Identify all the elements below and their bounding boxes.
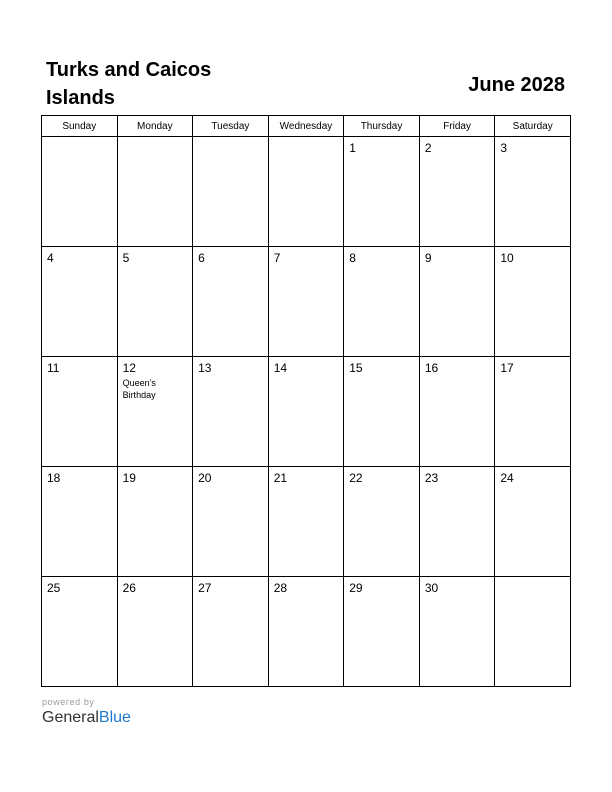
day-cell [117, 467, 193, 577]
day-cell [268, 467, 344, 577]
date-number: 8 [349, 251, 356, 265]
powered-by-text: powered by [42, 697, 95, 707]
date-number: 21 [273, 471, 288, 485]
date-number: 17 [500, 361, 514, 375]
week-row [42, 467, 571, 577]
day-cell [344, 357, 420, 467]
weekday-tuesday: Tuesday [193, 116, 269, 137]
week-row [42, 137, 571, 247]
day-cell [193, 137, 269, 247]
day-cell [268, 247, 344, 357]
day-cell [42, 137, 118, 247]
date-number: 6 [198, 251, 205, 265]
calendar-grid [41, 115, 571, 687]
weekday-monday: Monday [117, 116, 193, 137]
logo-general-text: General [42, 709, 99, 726]
day-cell [268, 137, 344, 247]
date-number: 28 [273, 581, 288, 595]
date-number: 4 [47, 251, 54, 265]
date-number: 24 [500, 471, 514, 485]
date-number: 18 [47, 471, 61, 485]
date-number: 29 [349, 581, 363, 595]
weekday-saturday: Saturday [495, 116, 571, 137]
day-cell [344, 247, 420, 357]
date-number [118, 137, 193, 141]
date-number: 14 [273, 361, 288, 375]
date-number [495, 577, 570, 581]
week-row [42, 577, 571, 687]
date-number: 30 [424, 581, 439, 595]
day-cell [268, 577, 344, 687]
weekday-wednesday: Wednesday [268, 116, 344, 137]
day-cell [344, 577, 420, 687]
date-number: 15 [349, 361, 363, 375]
day-cell [344, 467, 420, 577]
weekday-friday: Friday [419, 116, 495, 137]
date-number: 27 [198, 581, 212, 595]
date-number: 23 [424, 471, 439, 485]
date-number: 25 [47, 581, 61, 595]
generalblue-brand[interactable] [42, 697, 131, 728]
day-cell [193, 247, 269, 357]
day-cell [419, 247, 495, 357]
logo-blue-text: Blue [98, 709, 131, 726]
date-number: 10 [500, 251, 514, 265]
day-cell [117, 137, 193, 247]
day-cell [495, 467, 571, 577]
date-number: 22 [349, 471, 363, 485]
day-cell [419, 467, 495, 577]
date-number [269, 137, 344, 141]
day-cell [42, 357, 118, 467]
day-cell [117, 357, 193, 467]
date-number: 11 [47, 361, 60, 375]
date-number: 1 [349, 141, 356, 155]
day-cell [193, 357, 269, 467]
month-title: June 2028 [468, 74, 565, 96]
day-cell [42, 467, 118, 577]
day-cell [344, 137, 420, 247]
week-row [42, 247, 571, 357]
country-title: Turks and Caicos Islands [46, 59, 212, 109]
day-cell [193, 467, 269, 577]
date-number: 5 [122, 251, 130, 265]
day-cell [268, 357, 344, 467]
weekday-thursday: Thursday [344, 116, 420, 137]
date-number: 13 [198, 361, 212, 375]
date-number: 2 [424, 141, 432, 155]
date-number: 20 [198, 471, 212, 485]
holiday-label: Queen’s Birthday [122, 378, 156, 400]
day-cell [117, 577, 193, 687]
day-cell [419, 137, 495, 247]
date-number [42, 137, 117, 141]
day-cell [495, 577, 571, 687]
day-cell [419, 357, 495, 467]
day-cell [419, 577, 495, 687]
day-cell [42, 577, 118, 687]
generalblue-logo[interactable] [42, 708, 131, 728]
day-cell [42, 247, 118, 357]
day-cell [117, 247, 193, 357]
date-number: 9 [424, 251, 432, 265]
date-number: 16 [424, 361, 439, 375]
weekday-sunday: Sunday [42, 116, 118, 137]
week-row [42, 357, 571, 467]
date-number: 12 [122, 361, 136, 375]
date-number [193, 137, 268, 141]
day-cell [193, 577, 269, 687]
day-cell [495, 247, 571, 357]
date-number: 7 [273, 251, 281, 265]
date-number: 3 [500, 141, 508, 155]
day-cell [495, 357, 571, 467]
day-cell [495, 137, 571, 247]
date-number: 26 [122, 581, 136, 595]
weekday-header-row [42, 116, 571, 137]
date-number: 19 [122, 471, 136, 485]
